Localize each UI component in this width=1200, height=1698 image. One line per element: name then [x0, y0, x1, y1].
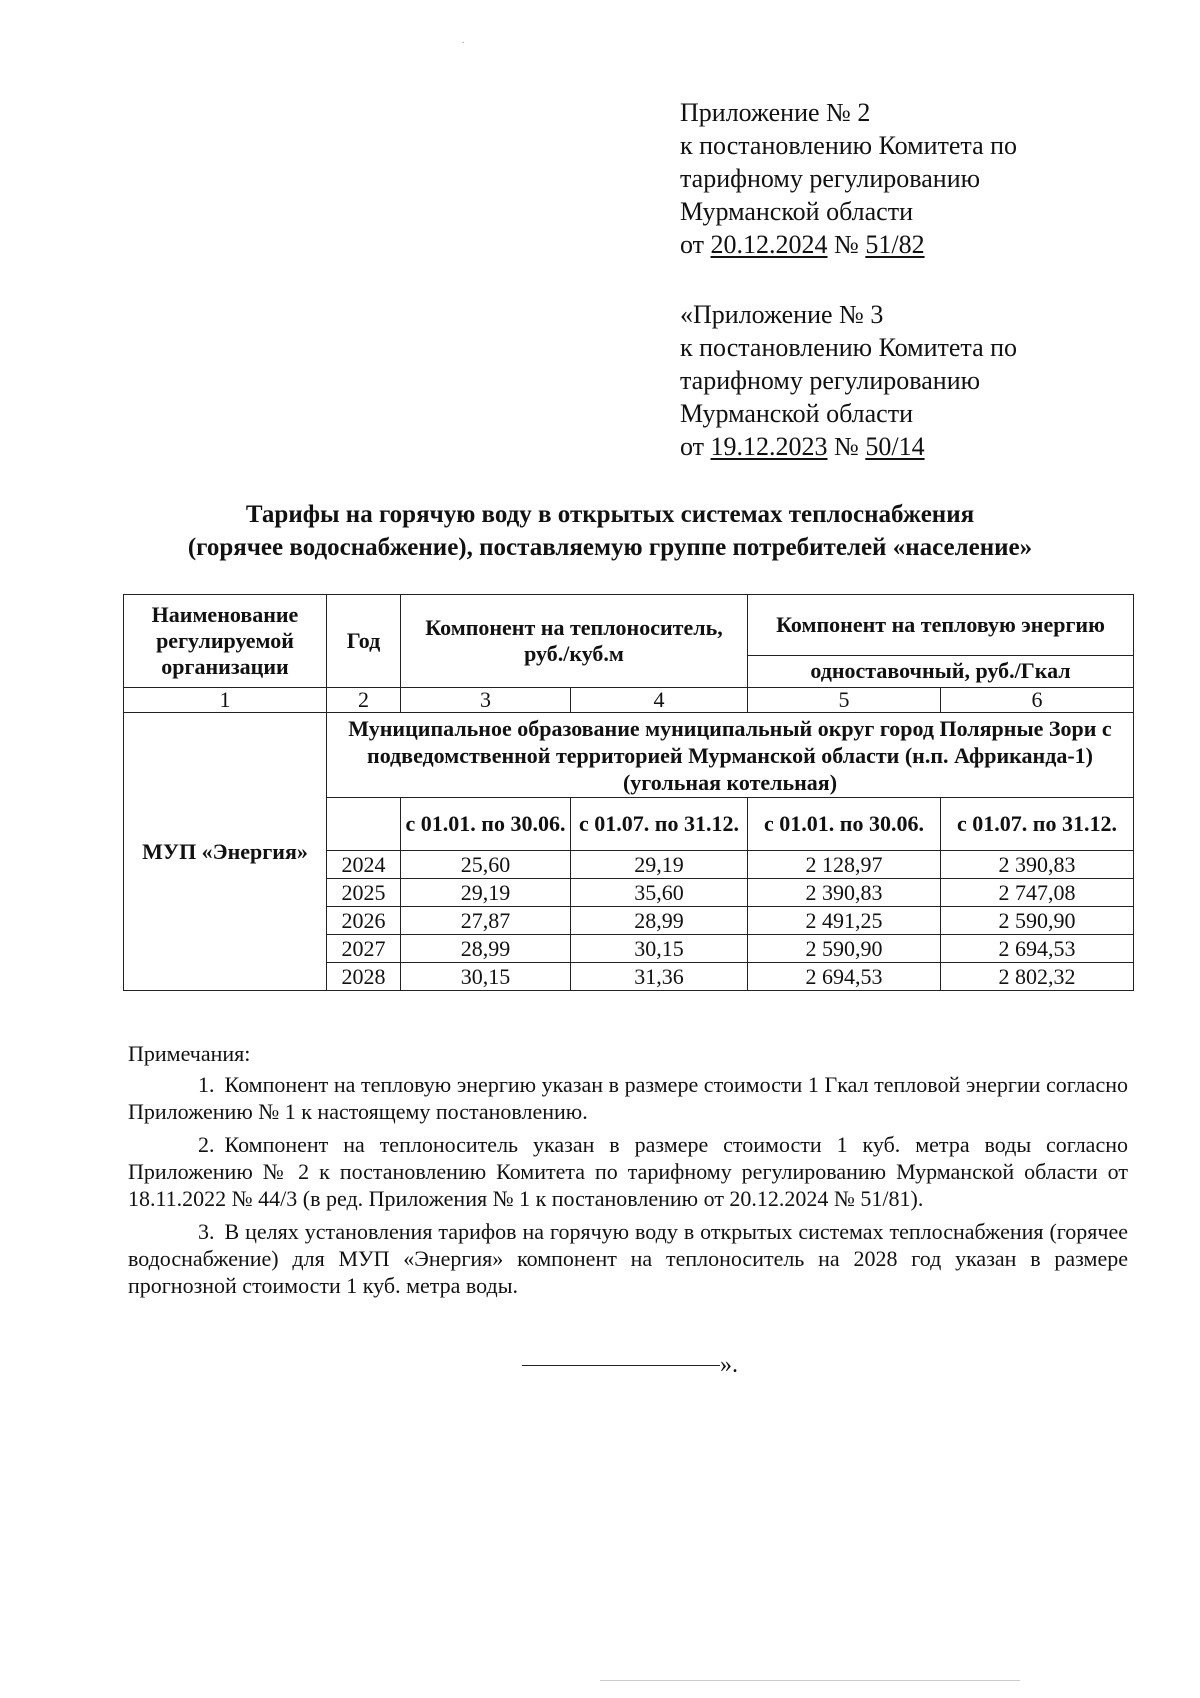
carrier-h2-cell: 31,36 — [571, 963, 748, 991]
date-prefix: от — [680, 432, 711, 461]
appendix-2-line-2: к постановлению Комитета по — [680, 131, 1018, 160]
appendix-3-line-1: «Приложение № 3 — [680, 300, 884, 329]
carrier-h2-cell: 30,15 — [571, 935, 748, 963]
note-text: В целях установления тарифов на горячую воду в открытых системах теплоснабжения (горячее водоснабжение) для МУП «Энергия» компонент на теплоноситель на 2028 год указан в размере прогнозной стоимости 1 куб. метра воды. — [128, 1219, 1128, 1298]
year-cell: 2028 — [327, 963, 401, 991]
carrier-h2-cell: 28,99 — [571, 907, 748, 935]
appendix-2-date-line — [680, 228, 1017, 261]
appendix-3-date: 19.12.2023 — [710, 432, 828, 461]
period-empty-cell — [327, 798, 401, 851]
appendix-3-date-line — [680, 430, 1017, 463]
note-number: 1. — [198, 1072, 215, 1097]
energy-h1-cell: 2 390,83 — [748, 879, 941, 907]
appendix-3-line-3: тарифному регулированию — [680, 366, 981, 395]
energy-h1-cell: 2 128,97 — [748, 851, 941, 879]
carrier-h1-cell: 30,15 — [401, 963, 571, 991]
energy-h1-cell: 2 491,25 — [748, 907, 941, 935]
period-energy-h2: с 01.07. по 31.12. — [941, 798, 1134, 851]
scan-edge-line — [600, 1680, 1020, 1681]
header-org: Наименование регулируемой организации — [124, 595, 327, 688]
carrier-h1-cell: 27,87 — [401, 907, 571, 935]
tariffs-table — [123, 594, 1134, 991]
closing-quote: ». — [720, 1352, 738, 1378]
appendix-3-stamp — [680, 298, 1017, 463]
header-energy: Компонент на тепловую энергию — [748, 595, 1134, 656]
appendix-2-line-4: Мурманской области — [680, 197, 913, 226]
table-header-row — [124, 595, 1134, 656]
period-energy-h1: с 01.01. по 30.06. — [748, 798, 941, 851]
appendix-2-line-1: Приложение № 2 — [680, 98, 871, 127]
period-carrier-h2: с 01.07. по 31.12. — [571, 798, 748, 851]
municipality-cell: Муниципальное образование муниципальный округ город Полярные Зори с подведомственной территорией Мурманской области (н.п. Африканда-1) (угольная котельная) — [327, 713, 1134, 798]
note-text: Компонент на теплоноситель указан в размере стоимости 1 куб. метра воды согласно Приложению № 2 к постановлению Комитета по тарифному регулированию Мурманской области от 18.11.2022 № 44/3 (в ред. Приложения № 1 к постановлению от 20.12.2024 № 51/81). — [128, 1132, 1128, 1211]
title-line-2: (горячее водоснабжение), поставляемую группе потребителей «население» — [187, 534, 1033, 561]
header-energy-sub: одноставочный, руб./Гкал — [748, 655, 1134, 687]
energy-h2-cell: 2 390,83 — [941, 851, 1134, 879]
carrier-h2-cell: 35,60 — [571, 879, 748, 907]
date-prefix: от — [680, 230, 711, 259]
organization-cell: МУП «Энергия» — [124, 713, 327, 991]
energy-h2-cell: 2 747,08 — [941, 879, 1134, 907]
note-item — [128, 1071, 1128, 1125]
carrier-h1-cell: 25,60 — [401, 851, 571, 879]
appendix-2-date: 20.12.2024 — [710, 230, 828, 259]
appendix-3-line-4: Мурманской области — [680, 399, 913, 428]
period-carrier-h1: с 01.01. по 30.06. — [401, 798, 571, 851]
appendix-2-stamp — [680, 96, 1017, 261]
scan-speck — [462, 42, 464, 43]
year-cell: 2024 — [327, 851, 401, 879]
appendix-3-line-2: к постановлению Комитета по — [680, 333, 1018, 362]
year-cell: 2026 — [327, 907, 401, 935]
year-cell: 2027 — [327, 935, 401, 963]
closing-underline — [522, 1365, 720, 1366]
carrier-h2-cell: 29,19 — [571, 851, 748, 879]
header-year: Год — [327, 595, 401, 688]
municipality-row — [124, 713, 1134, 798]
energy-h2-cell: 2 694,53 — [941, 935, 1134, 963]
closing-mark — [522, 1352, 738, 1379]
energy-h1-cell: 2 694,53 — [748, 963, 941, 991]
notes-title: Примечания: — [128, 1041, 251, 1066]
document-title — [110, 498, 1110, 564]
col-number: 1 — [124, 688, 327, 713]
number-prefix: № — [827, 432, 866, 461]
note-text: Компонент на тепловую энергию указан в размере стоимости 1 Гкал тепловой энергии согласно Приложению № 1 к настоящему постановлению. — [128, 1072, 1128, 1124]
col-number: 3 — [401, 688, 571, 713]
carrier-h1-cell: 29,19 — [401, 879, 571, 907]
col-number: 5 — [748, 688, 941, 713]
note-number: 3. — [198, 1219, 215, 1244]
energy-h2-cell: 2 590,90 — [941, 907, 1134, 935]
energy-h1-cell: 2 590,90 — [748, 935, 941, 963]
note-item — [128, 1131, 1128, 1212]
carrier-h1-cell: 28,99 — [401, 935, 571, 963]
col-number: 2 — [327, 688, 401, 713]
col-number: 6 — [941, 688, 1134, 713]
note-item — [128, 1218, 1128, 1299]
header-carrier: Компонент на теплоноситель, руб./куб.м — [401, 595, 748, 688]
number-prefix: № — [827, 230, 866, 259]
appendix-2-line-3: тарифному регулированию — [680, 164, 981, 193]
energy-h2-cell: 2 802,32 — [941, 963, 1134, 991]
year-cell: 2025 — [327, 879, 401, 907]
column-numbers-row — [124, 688, 1134, 713]
title-line-1: Тарифы на горячую воду в открытых системах теплоснабжения — [245, 501, 975, 528]
appendix-2-number: 51/82 — [865, 230, 925, 259]
col-number: 4 — [571, 688, 748, 713]
notes-section — [128, 1040, 1128, 1305]
note-number: 2. — [198, 1132, 215, 1157]
appendix-3-number: 50/14 — [865, 432, 925, 461]
